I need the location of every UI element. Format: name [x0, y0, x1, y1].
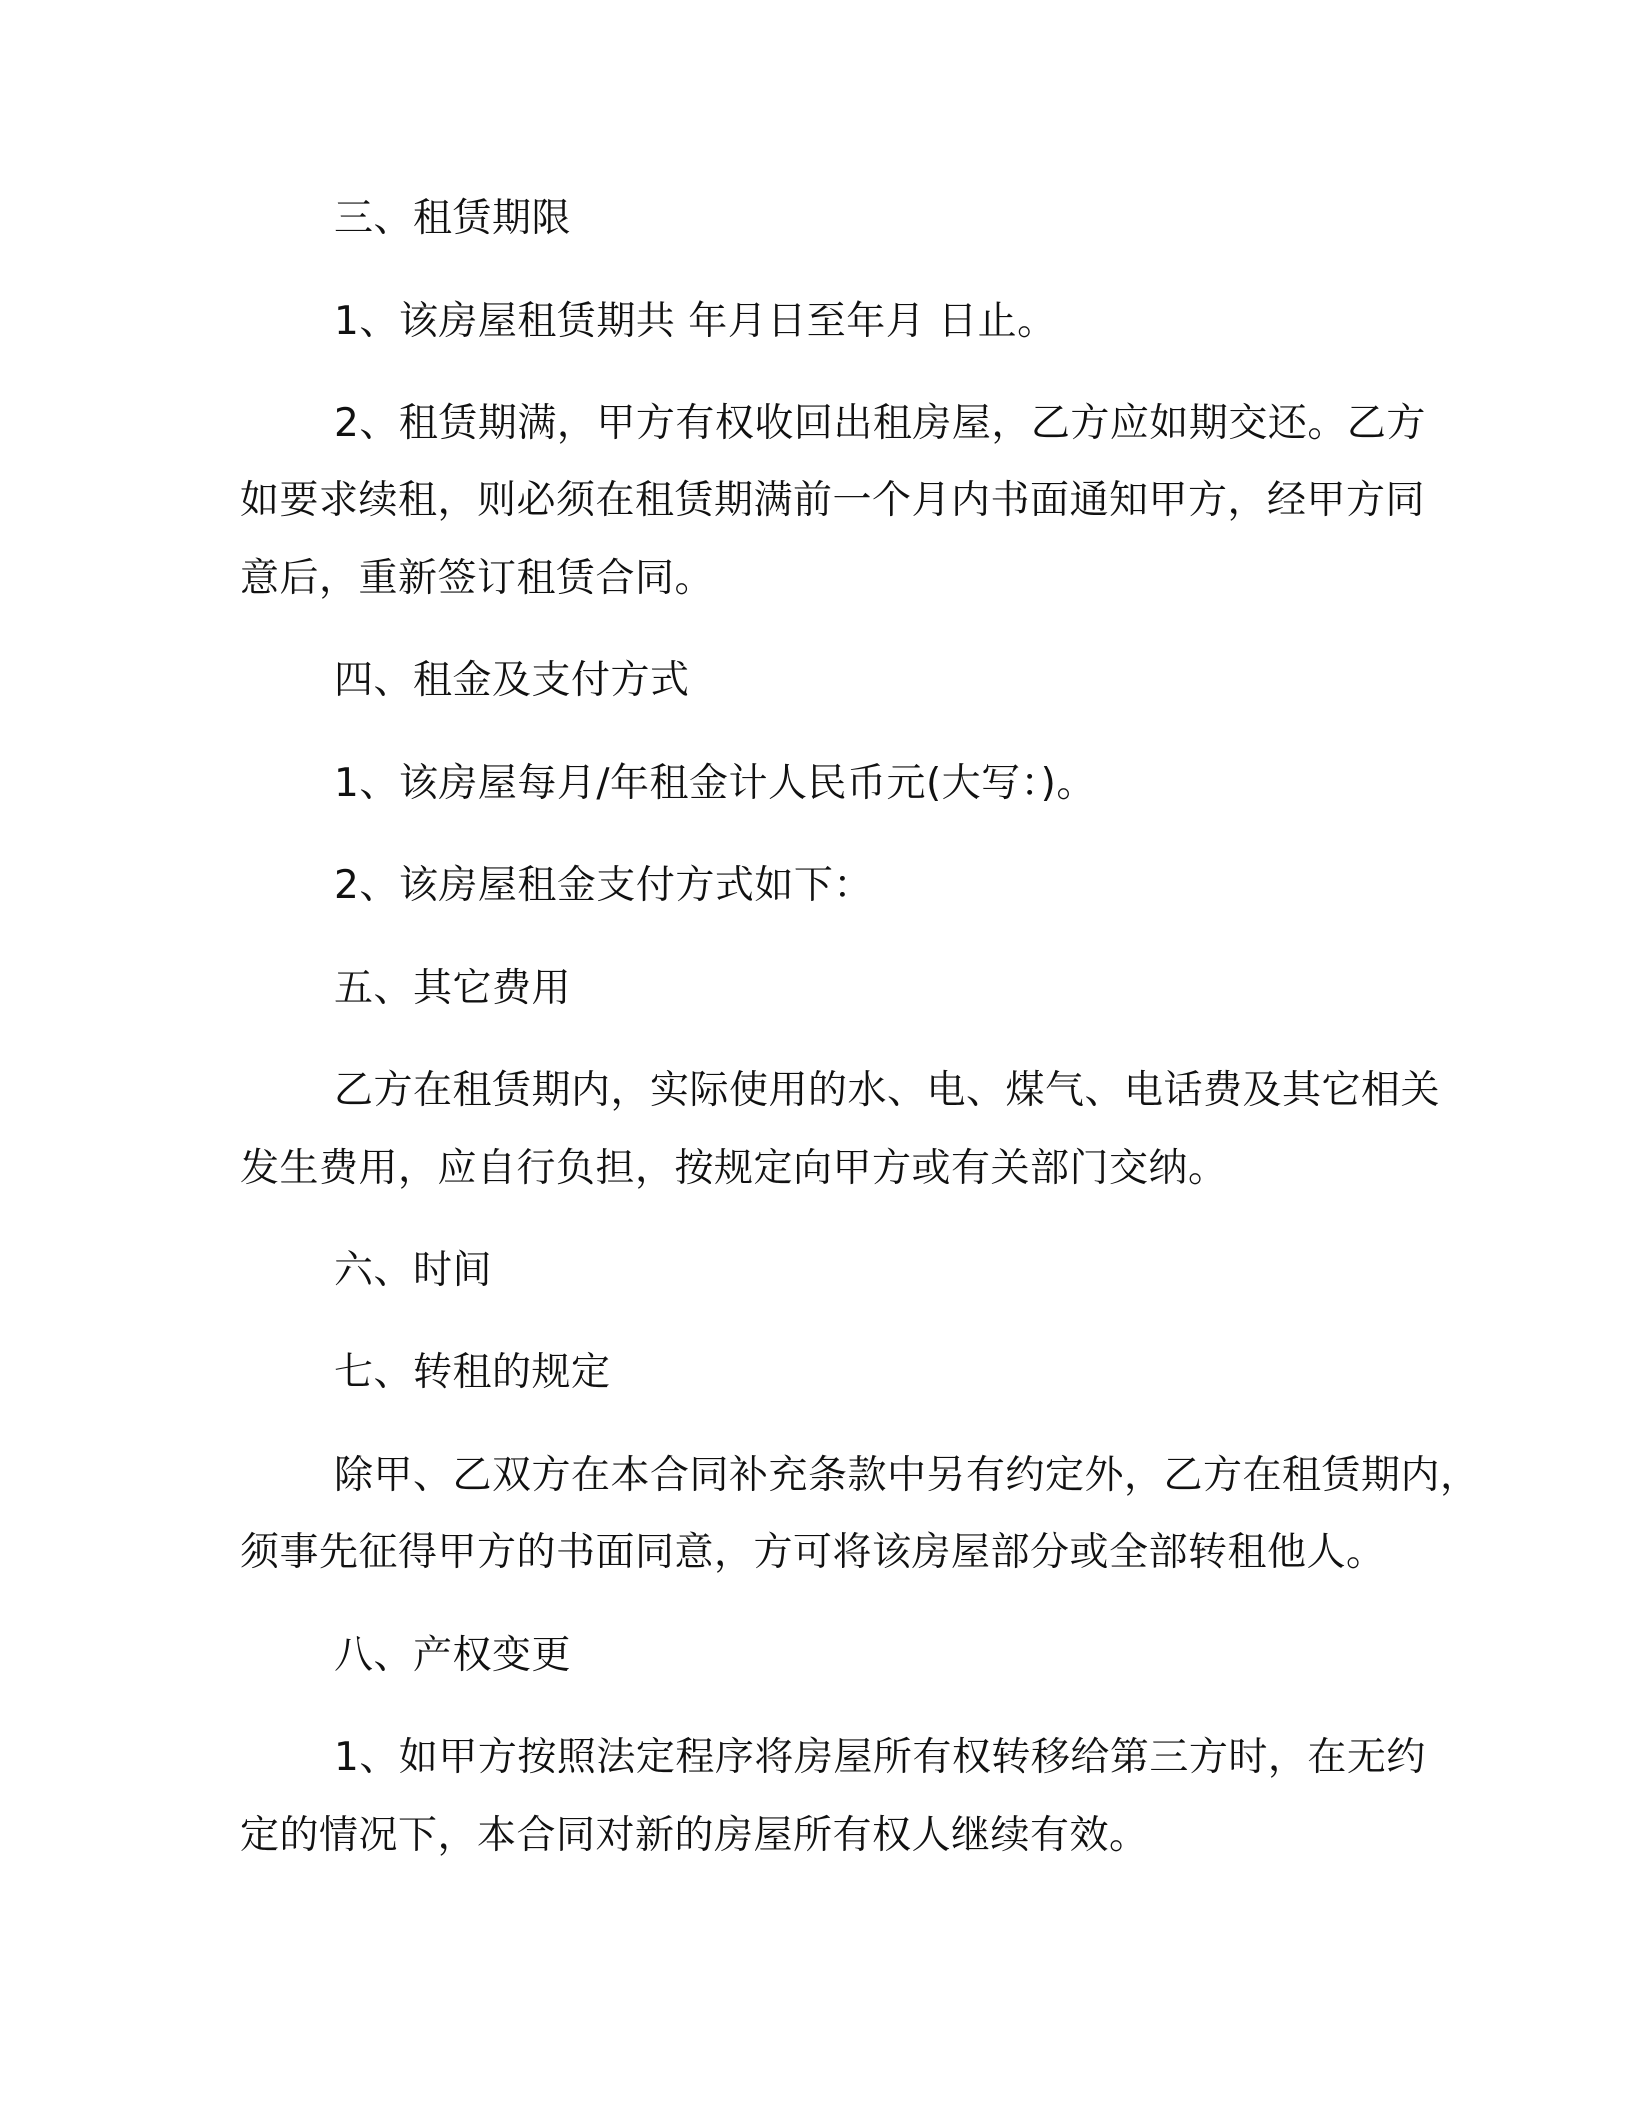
section-heading-time: 六、时间: [334, 1248, 493, 1293]
clause-line: 意后，重新签订租赁合同。: [240, 556, 715, 601]
clause-line: 2、该房屋租金支付方式如下：: [334, 863, 873, 908]
section-heading-property-change: 八、产权变更: [334, 1633, 572, 1678]
section-heading-sublease: 七、转租的规定: [334, 1350, 611, 1395]
clause-line: 乙方在租赁期内，实际使用的水、电、煤气、电话费及其它相关: [334, 1068, 1441, 1113]
clause-line: 1、该房屋租赁期共 年月日至年月 日止。: [334, 299, 1057, 344]
section-heading-lease-term: 三、租赁期限: [334, 196, 572, 241]
clause-line: 须事先征得甲方的书面同意，方可将该房屋部分或全部转租他人。: [240, 1530, 1386, 1575]
clause-line: 2、租赁期满，甲方有权收回出租房屋，乙方应如期交还。乙方: [334, 401, 1426, 446]
section-heading-rent-payment: 四、租金及支付方式: [334, 658, 690, 703]
clause-line: 除甲、乙双方在本合同补充条款中另有约定外，乙方在租赁期内，: [334, 1453, 1480, 1498]
clause-line: 发生费用，应自行负担，按规定向甲方或有关部门交纳。: [240, 1146, 1228, 1191]
clause-line: 定的情况下，本合同对新的房屋所有权人继续有效。: [240, 1813, 1149, 1858]
clause-line: 如要求续租，则必须在租赁期满前一个月内书面通知甲方，经甲方同: [240, 478, 1426, 523]
clause-line: 1、如甲方按照法定程序将房屋所有权转移给第三方时，在无约: [334, 1735, 1426, 1780]
clause-line: 1、该房屋每月/年租金计人民币元(大写：)。: [334, 761, 1096, 806]
section-heading-other-fees: 五、其它费用: [334, 966, 572, 1011]
